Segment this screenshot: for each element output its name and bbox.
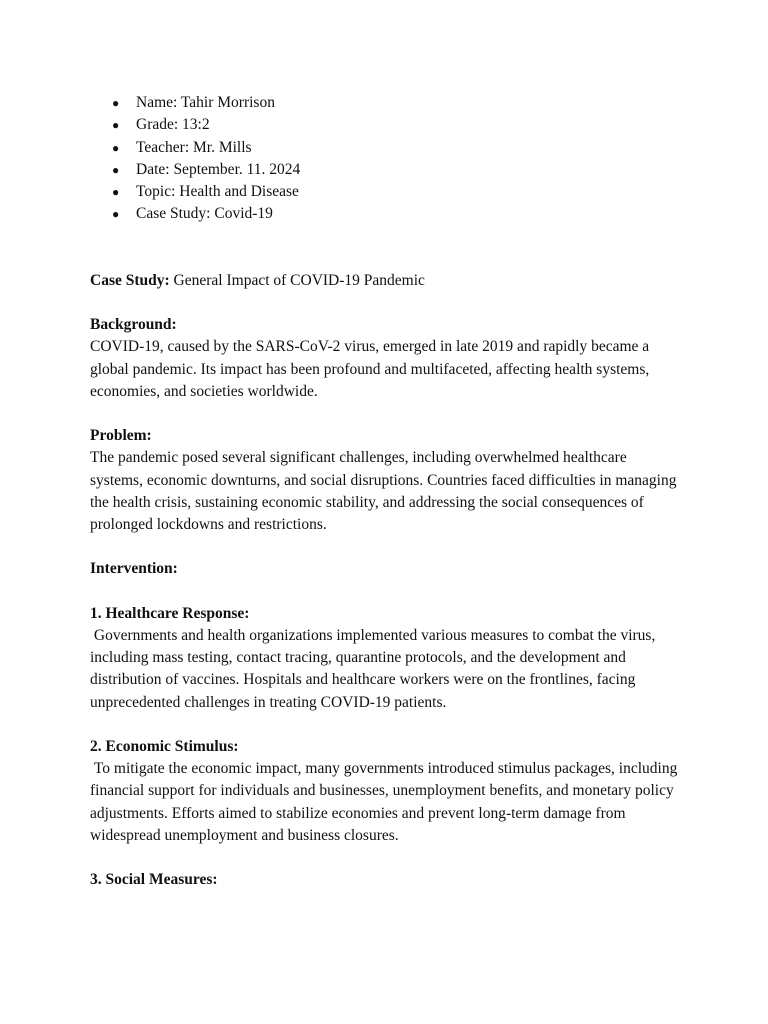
case-study-label: Case Study: xyxy=(90,271,170,289)
healthcare-heading: 1. Healthcare Response: xyxy=(90,604,250,622)
bullet-icon: ● xyxy=(112,140,120,155)
bullet-icon: ● xyxy=(112,207,120,222)
list-item-text: Date: September. 11. 2024 xyxy=(136,160,301,178)
economic-heading: 2. Economic Stimulus: xyxy=(90,737,239,755)
list-item-text: Grade: 13:2 xyxy=(136,116,210,134)
background-heading: Background: xyxy=(90,316,177,334)
list-item xyxy=(112,203,678,225)
problem-section xyxy=(90,425,678,536)
economic-section xyxy=(90,736,682,847)
student-info-list xyxy=(112,92,678,226)
background-text: COVID-19, caused by the SARS-CoV-2 virus, emerged in late 2019 and rapidly became a global pandemic. Its impact has been profound and multifaceted, affecting health systems, economies, and societies worldwide. xyxy=(90,338,650,400)
problem-heading: Problem: xyxy=(90,427,152,445)
list-item-text: Topic: Health and Disease xyxy=(136,183,299,201)
list-item xyxy=(112,92,678,114)
list-item-text: Name: Tahir Morrison xyxy=(136,94,275,111)
intervention-section xyxy=(90,558,678,580)
intervention-heading: Intervention: xyxy=(90,560,178,578)
list-item xyxy=(112,114,678,136)
list-item-text: Case Study: Covid-19 xyxy=(136,205,273,223)
social-heading: 3. Social Measures: xyxy=(90,871,218,889)
list-item xyxy=(112,181,678,203)
bullet-icon: ● xyxy=(112,162,120,177)
list-item-text: Teacher: Mr. Mills xyxy=(136,138,252,156)
bullet-icon: ● xyxy=(112,118,120,133)
list-item xyxy=(112,159,678,181)
social-section xyxy=(90,869,678,891)
healthcare-text: Governments and health organizations implemented various measures to combat the virus, including mass testing, contact tracing, quarantine protocols, and the development and distribution of vaccines. Hospitals and healthcare workers were on the frontlines, facing unprecedented challenges in treating COVID-19 patients. xyxy=(90,626,660,711)
background-section xyxy=(90,314,678,403)
economic-text: To mitigate the economic impact, many governments introduced stimulus packages, including financial support for individuals and businesses, unemployment benefits, and monetary policy adjustments. Efforts aimed to stabilize economies and prevent long-term damage from widespread unemployment and business closures. xyxy=(90,760,682,844)
bullet-icon: ● xyxy=(112,96,120,110)
case-study-title xyxy=(90,270,678,292)
list-item xyxy=(112,137,678,159)
bullet-icon: ● xyxy=(112,185,120,200)
problem-text: The pandemic posed several significant challenges, including overwhelmed healthcare systems, economic downturns, and social disruptions. Countries faced difficulties in managing the health crisis, sustaining economic stability, and addressing the social consequences of prolonged lockdowns and restrictions. xyxy=(90,449,677,533)
healthcare-section xyxy=(90,603,678,714)
case-study-title-text: General Impact of COVID-19 Pandemic xyxy=(169,271,425,289)
